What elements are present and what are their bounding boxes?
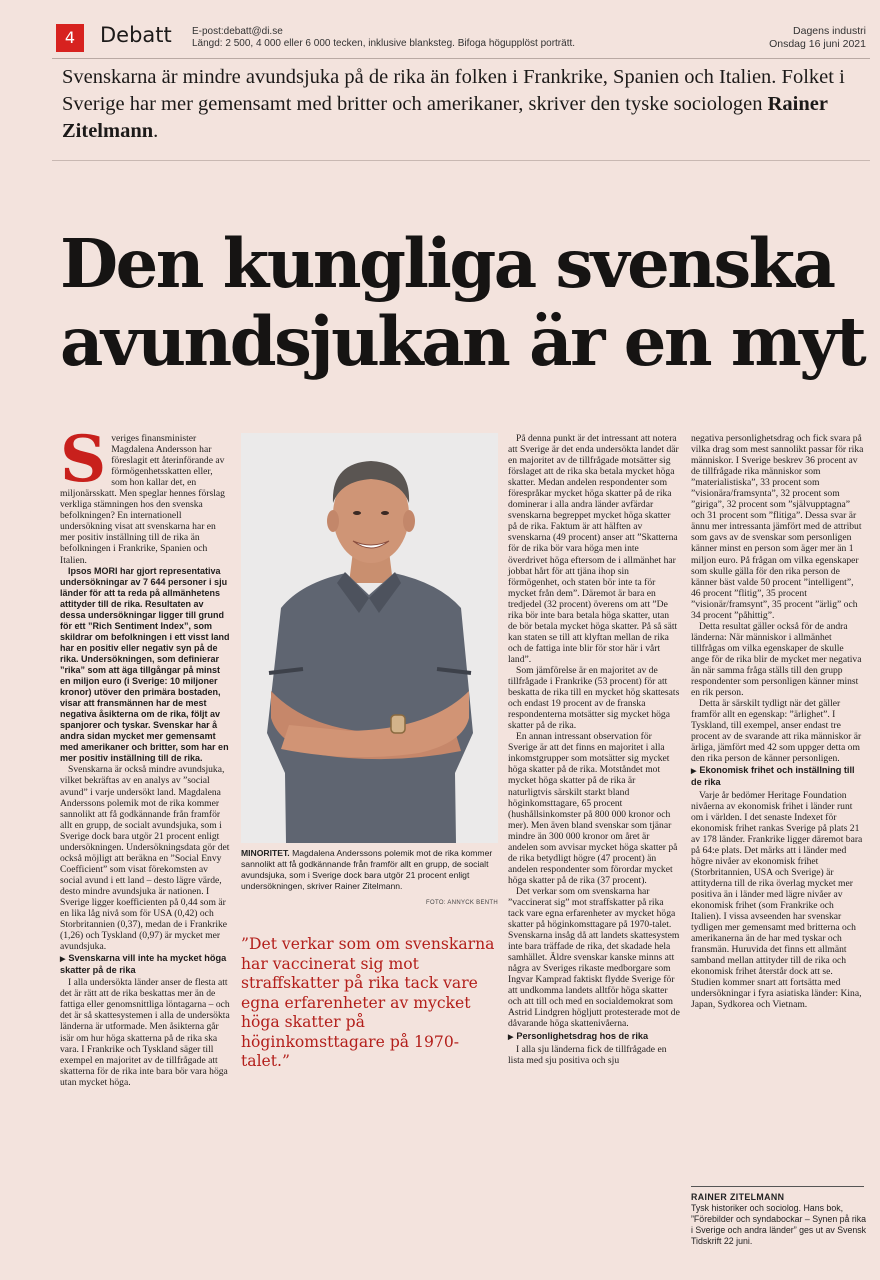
subheading-text: Ekonomisk frihet och inställning till de rika: [691, 765, 855, 788]
paragraph: En annan intressant observation för Sverige är att det finns en majoritet i alla inkomstgrupper som motsätter sig mycket höga skatter på de rika. Motståndet mot mycket höga skatter på de rika är naturligtvis särskilt starkt bland höginkomsttagare, 65 procent (hushållsinkomster på 800 000 kronor och mer). Men även bland svenskar som tjänar mindre än 300 000 kronor om året är andelen som avvisar mycket höga skatter på de rika betydligt högre (47 procent) än andelen respondenter som förordar mycket höga skatter på de rika (37 procent).: [508, 731, 678, 886]
section-title: Debatt: [100, 23, 172, 47]
article-column-1: [60, 422, 230, 1088]
issue-date: Onsdag 16 juni 2021: [769, 38, 866, 50]
drop-cap: S: [60, 422, 107, 497]
paragraph: Svenskarna är också mindre avundsjuka, vilket bekräftas av en analys av ”social avund” i varje undersökt land. Magdalena Anderssons polemik mot de rika kommer sannolikt att få godkännande från framför allt en grupp, de socialt avundsjuka, som i Sverige dock bara utgör 21 procent enligt undersökningen. Undersökningsdata gör det också möjligt att beräkna en ”Social Envy Coefficient” som visat förekomsten av social avund i ett land – desto lägre värde, desto mindre avundsjuka är nationen. I Sverige ligger koefficienten på 0,44 som är en lika låg nivå som för USA (0,42) och Storbritannien (0,37), medan de i Frankrike (1,26) och Tyskland (0,97) är mycket mer avundsjuka.: [60, 764, 230, 953]
author-photo: [241, 433, 498, 843]
photo-caption: [241, 848, 499, 892]
triangle-bullet-icon: ▶: [691, 768, 697, 776]
paragraph: negativa personlighetsdrag och fick svara på vilka drag som mest sannolikt passar för rika människor. I Sverige beskrev 36 procent av de tillfrågade rika människor som ”materialistiska”, 33 procent som ”visionära/framsynta”, 32 procent som ”giriga”, 32 procent som ”självupptagna” och 31 procent som ”flitiga”. Dessa svar är ännu mer intressanta jämfört med de attribut som gavs av de svenskar som personligen känner minst en person som äger mer än 1 miljon euro. På frågan om vilka egenskaper som skulle gälla för den rika person de känner bäst valde 50 procent ”intelligent”, 46 procent ”flitig”, 35 procent ”visionär/framsynt”, 35 procent ”ärlig” och 34 procent ”påhittig”.: [691, 433, 864, 621]
subheading-text: Svenskarna vill inte ha mycket höga skatter på de rika: [60, 953, 227, 976]
paragraph: Det verkar som om svenskarna har ”vaccinerat sig” mot straffskatter på rika tack vare egna erfarenheter av mycket höga skatter på höginkomsttagare på 1970-talet. Svenskarna insåg då att landets skattesystem inte bara träffade de rika, det skadade hela samhället. Äldre svenskar kanske minns att några av Sveriges rikaste medborgare som Ingvar Kamprad faktiskt flydde Sverige för att undkomma landets alltför höga skatter och att till och med en socialdemokrat som Astrid Lindgren högljutt protesterade mot de dåvarande höga skattenivåerna.: [508, 885, 680, 1030]
paragraph: På denna punkt är det intressant att notera att Sverige är det enda undersökta landet där en majoritet av de tillfrågade motsätter sig förslaget att de rika ska betala mycket höga skatter. Medan andelen respondenter som förespråkar mycket höga skatter på de rika dominerar i alla andra länder avfärdar svenskarna begreppet mycket höga skatter på de rika. Faktum är att hälften av svenskarna (49 procent) anser att ”Skatterna för de rika bör vara höga men inte överdrivet höga eftersom de i allmänhet har jobbat hårt för att tjäna ihop sin förmögenhet, och staten bör inte ta för mycket från dem”. Däremot är bara en tredjedel (32 procent) överens om att ”De rika bör inte bara betala höga skatter, utan de bör betala mycket höga skatter. På så sätt kan staten se till att klyftan mellan de rika och de fattiga inte blir för stor här i vårt land”.: [508, 433, 679, 665]
headline-line-1: Den kungliga svenska: [60, 224, 834, 303]
headline: [60, 225, 870, 381]
portrait-illustration: [241, 433, 498, 843]
lede-text: Svenskarna är mindre avundsjuka på de rika än folken i Frankrike, Spanien och Italien. Folket i Sverige har mer gemensamt med britter och amerikaner, skriver den tyske sociologen: [62, 66, 845, 115]
triangle-bullet-icon: ▶: [508, 1033, 514, 1041]
article-column-3: [508, 433, 680, 1066]
paragraph-text: veriges finansminister Magdalena Andersson har föreslagit ett återinförande av förmögenhetsskatten eller, som hon kallar det, en miljonärsskatt. Men speglar hennes förslag verkliga stämningen hos den svenska befolkningen? En internationell undersökning visat att svenskarna har en mer positiv inställning till de rika än befolkningen i Frankrike, Spanien och Italien.: [60, 433, 225, 566]
paragraph: I alla sju länderna fick de tillfrågade en lista med sju positiva och sju: [508, 1043, 667, 1066]
subheading: [508, 1031, 680, 1043]
divider: [52, 160, 870, 161]
photo-credit: FOTO: ANNYCK BENTH: [426, 900, 498, 906]
page-header: [52, 20, 870, 59]
triangle-bullet-icon: ▶: [60, 956, 66, 964]
author-divider: [691, 1186, 864, 1187]
paragraph: I alla undersökta länder anser de flesta att det är rätt att de rika beskattas mer än de fattiga eller genomsnittliga löntagarna – och det är så skattesystemen i alla de undersökta länderna är utformade. Men åsikterna går isär om hur höga skatterna på de rika ska vara. I Frankrike och Tyskland säger till exempel en majoritet av de tillfrågade att skatterna för de rika inte bara bör vara höga utan mycket höga.: [60, 977, 230, 1088]
headline-line-2: avundsjukan är en myt: [60, 302, 865, 381]
author-bio: Tysk historiker och sociolog. Hans bok, ”Förebilder och syndabockar – Synen på rika i Sverige och andra länder” ges ut av Svensk Tidskrift 22 juni.: [691, 1203, 867, 1246]
length-guidelines: Längd: 2 500, 4 000 eller 6 000 tecken, inklusive blanksteg. Bifoga högupplöst porträtt.: [192, 38, 576, 49]
caption-text: Magdalena Anderssons polemik mot de rika kommer sannolikt att få godkännande från framför allt en grupp, de socialt avundsjuka, som i Sverige dock bara utgör 21 procent enligt undersökningen, skriver Rainer Zitelmann.: [241, 848, 493, 891]
contact-email: E-post:debatt@di.se: [192, 26, 283, 37]
paragraph: Varje år bedömer Heritage Foundation nivåerna av ekonomisk frihet i länder runt om i världen. I det senaste Indexet för ekonomisk frihet rankas Sverige på plats 21 av 178 länder. Frankrike ligger däremot bara på 64:e plats. Det märks att i länder med högre nivåer av ekonomisk frihet (Storbritannien, USA och Sverige) är attityderna till de rika överlag mycket mer positiva än i länder med lägre nivåer av ekonomisk frihet (som Frankrike och Italien). I vissa avseenden har svenskar tydligen mer gemensamt med britterna och amerikanerna än de har med tyskar och fransmän. Huruvida det finns ett allmänt samband mellan attityder till de rika och ekonomisk frihet återstår dock att se. Studien kommer snart att fortsätta med undersökningar i fyra asiatiska länder: Kina, Japan, Sydkorea och Vietnam.: [691, 789, 863, 1011]
submission-info: [192, 26, 575, 50]
lede-author: Rainer Zitelmann: [62, 93, 828, 142]
pull-quote: ”Det verkar som om svenskarna har vaccinerat sig mot straffskatter på rika tack vare egna erfarenheter av mycket höga skatter på höginkomsttagare på 1970-talet.”: [241, 935, 495, 1070]
paragraph: [60, 422, 230, 566]
paragraph: Detta resultat gäller också för de andra länderna: När människor i allmänhet tillfrågas om vilka egenskaper de skulle ange för de rika blir de mycket mer negativa än när samma fråga ställs till den grupp respondenter som personligen känner minst en rik person.: [691, 620, 862, 699]
lede-end: .: [153, 120, 159, 142]
subheading: [60, 953, 230, 976]
subheading: [691, 765, 864, 788]
paragraph: Som jämförelse är en majoritet av de tillfrågade i Frankrike (53 procent) för att beskatta de rika till en mycket hög skattesats och endast 19 procent av de franska respondenterna motsätter sig mycket höga skatter på de rika.: [508, 664, 680, 732]
article-column-4: [691, 433, 864, 1010]
paragraph: Ipsos MORI har gjort representativa undersökningar av 7 644 personer i sju länder för att ta reda på allmänhetens attityder till de rika. Resultaten av dessa undersökningar ligger till grund för ett ”Rich Sentiment Index”, som skildrar om befolkningen i ett visst land har en positiv eller negativ syn på de rika. Undersökningen, som definierar ”rika” som att äga tillgångar på minst en miljon euro (i Sverige: 10 miljoner kronor) utöver den primära bostaden, visar att fransmännen har de mest negativa åsikterna om de rika, följt av spanjorer och tyskar. Svenskar har å andra sidan mycket mer gemensamt med amerikaner och britter, som har en mer positiv inställning till de rika.: [60, 565, 230, 764]
masthead: [769, 25, 866, 51]
publication-name: Dagens industri: [793, 25, 866, 37]
author-name: RAINER ZITELMANN: [691, 1192, 785, 1202]
paragraph: Detta är särskilt tydligt när det gäller framför allt en egenskap: ”ärlighet”. I Tyskland, till exempel, anser endast tre procent av de svarande att rika människor är ärliga, jämfört med 42 som uppger detta om den rika person de känner personligen.: [691, 698, 862, 765]
author-box: [691, 1192, 867, 1247]
lede: [62, 64, 862, 145]
page-number: 4: [56, 24, 84, 52]
subheading-text: Personlighetsdrag hos de rika: [516, 1030, 649, 1041]
caption-label: MINORITET.: [241, 848, 290, 858]
